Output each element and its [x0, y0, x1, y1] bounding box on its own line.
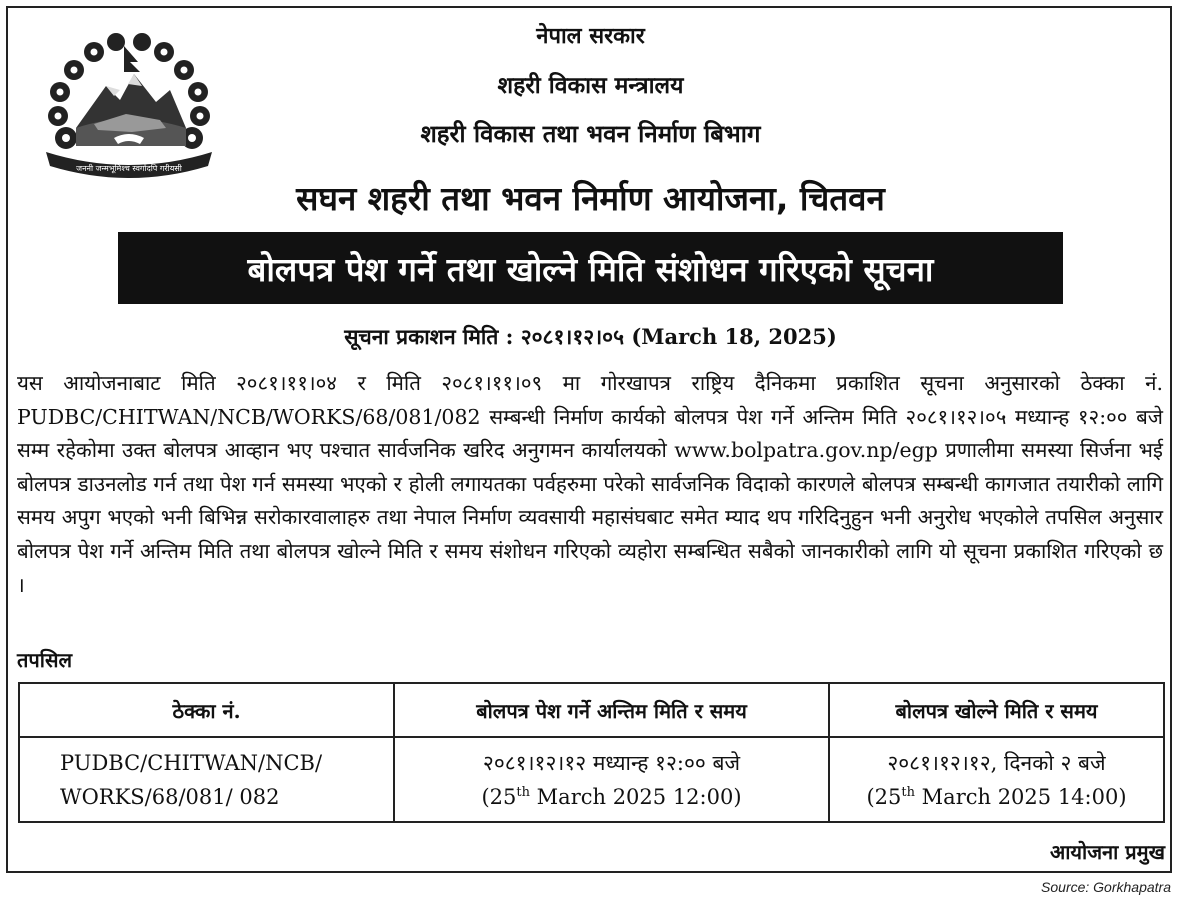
contract-number-line2: WORKS/68/081/ 082 [60, 784, 280, 809]
publication-date-en: (March 18, 2025) [631, 324, 837, 349]
notice-body: यस आयोजनाबाट मिति २०८१।११।०४ र मिति २०८१।११।०९ मा गोरखापत्र राष्ट्रिय दैनिकमा प्रकाशित सूचना अनुसारको ठेक्का नं. PUDBC/CHITWAN/NCB/WORKS/68/081/082 सम्बन्धी निर्माण कार्यको बोलपत्र पेश गर्ने अन्तिम मिति २०८१।१२।०५ मध्यान्ह १२:०० बजे सम्म रहेकोमा उक्त बोलपत्र आव्हान भए पश्चात सार्वजनिक खरिद अनुगमन कार्यालयको www.bolpatra.gov.np/egp प्रणालीमा समस्या सिर्जना भई बोलपत्र डाउनलोड गर्न तथा पेश गर्न समस्या भएको र होली लगायतका पर्वहरुमा परेको सार्वजनिक विदाको कारणले बोलपत्र सम्बन्धी कागजात तयारीको लागि समय अपुग भएको भनी बिभिन्न सरोकारवालाहरु तथा नेपाल निर्माण व्यवसायी महासंघबाट समेत म्याद थप गरिदिनुहुन भनी अनुरोध भएकोले तपसिल अनुसार बोलपत्र पेश गर्ने अन्तिम मिति तथा बोलपत्र खोल्ने मिति र समय संशोधन गरिएको व्यहोरा सम्बन्धित सबैको जानकारीको लागि यो सूचना प्रकाशित गरिएको छ । [17, 371, 1163, 597]
schedule-table [18, 682, 1165, 823]
opening-date-en: (25th March 2025 14:00) [866, 784, 1127, 809]
column-header-submission-deadline: बोलपत्र पेश गर्ने अन्तिम मिति र समय [394, 683, 829, 737]
opening-date-np: २०८१।१२।१२, दिनको २ बजे [887, 750, 1106, 775]
column-header-contract: ठेक्का नं. [19, 683, 394, 737]
emblem-motto: जननी जन्मभूमिश्च स्वर्गादपि गरीयसी [76, 164, 182, 173]
submission-deadline-cell [394, 737, 829, 822]
opening-date-cell [829, 737, 1164, 822]
notice-title: बोलपत्र पेश गर्ने तथा खोल्ने मिति संशोधन गरिएको सूचना [247, 249, 934, 289]
submission-deadline-np: २०८१।१२।१२ मध्यान्ह १२:०० बजे [482, 750, 741, 775]
ministry-name: शहरी विकास मन्त्रालय [497, 72, 684, 99]
contract-number-line1: PUDBC/CHITWAN/NCB/ [60, 750, 323, 775]
notice-title-banner [118, 232, 1063, 304]
government-name: नेपाल सरकार [536, 23, 645, 49]
publication-date-label: सूचना प्रकाशन मिति : [344, 324, 514, 349]
table-header-row [19, 683, 1164, 737]
signatory: आयोजना प्रमुख [1049, 840, 1165, 864]
schedule-heading: तपसिल [17, 648, 73, 672]
publication-date [0, 323, 1181, 351]
publication-date-np: २०८१।१२।०५ [520, 324, 624, 349]
column-header-opening-date: बोलपत्र खोल्ने मिति र समय [829, 683, 1164, 737]
department-name: शहरी विकास तथा भवन निर्माण बिभाग [420, 119, 761, 148]
submission-deadline-en: (25th March 2025 12:00) [481, 784, 742, 809]
contract-number-cell [19, 737, 394, 822]
nepal-government-emblem-icon [36, 28, 222, 186]
table-row [19, 737, 1164, 822]
source-credit: Source: Gorkhapatra [1041, 879, 1171, 895]
project-name: सघन शहरी तथा भवन निर्माण आयोजना, चितवन [296, 179, 885, 218]
